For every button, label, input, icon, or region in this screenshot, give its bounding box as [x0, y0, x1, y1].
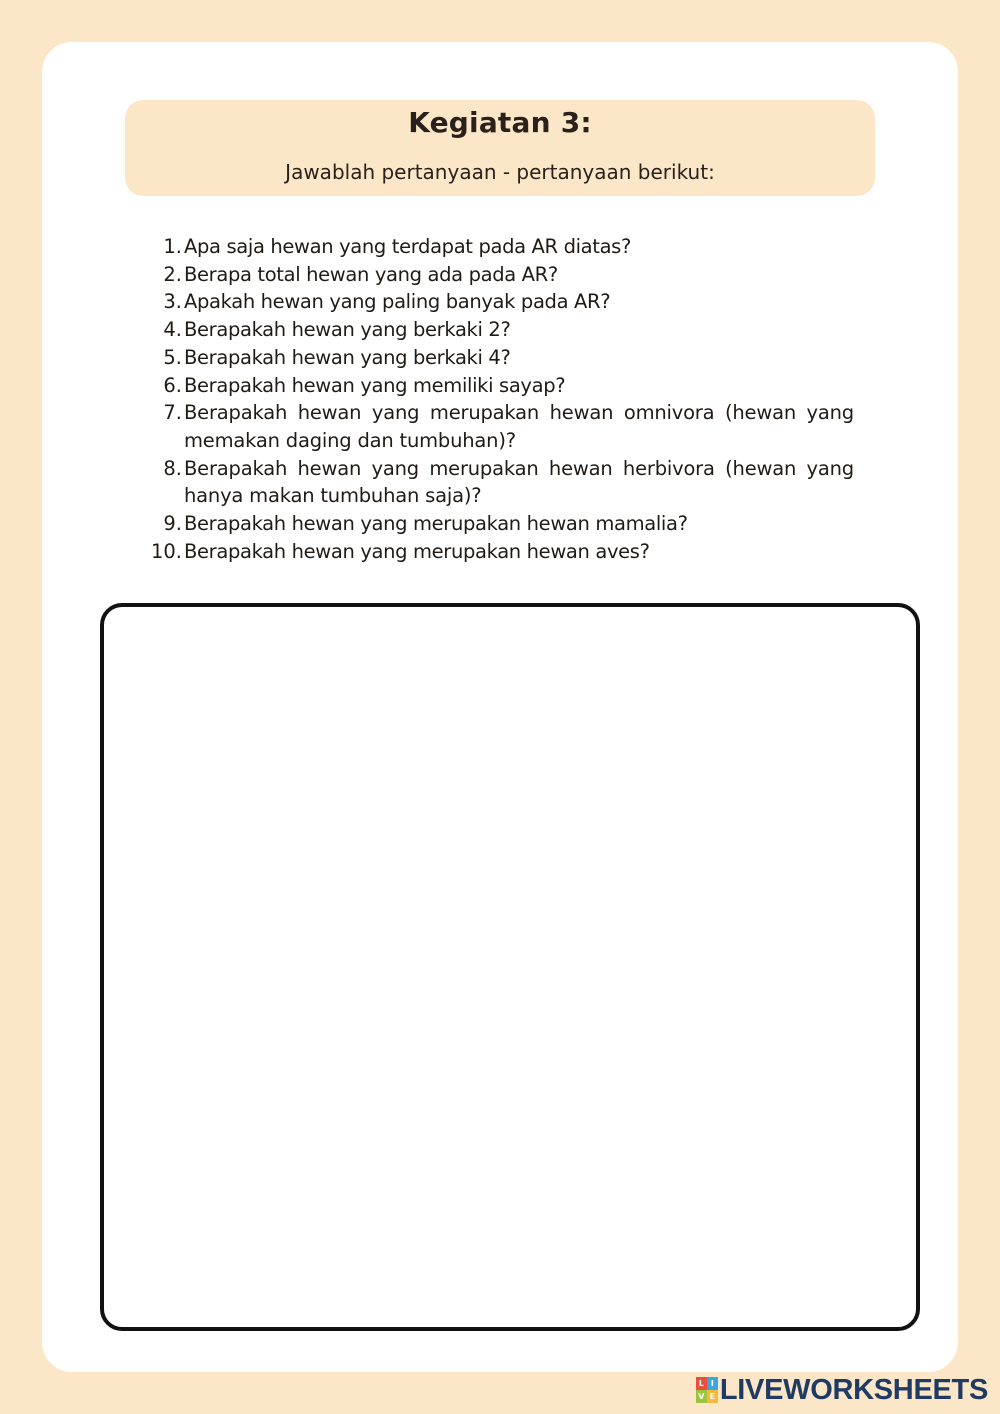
logo-letter-i: I	[707, 1377, 718, 1390]
logo-letter-l: L	[696, 1377, 707, 1390]
question-item-7	[163, 399, 854, 454]
question-number: 10.	[150, 539, 182, 563]
question-text: Berapakah hewan yang merupakan hewan omnivora (hewan yang memakan daging dan tumbuhan)?	[184, 401, 854, 452]
question-text: Berapakah hewan yang berkaki 2?	[184, 318, 511, 342]
question-number: 3.	[163, 290, 182, 314]
question-item-3	[163, 288, 854, 316]
question-text: Apa saja hewan yang terdapat pada AR diatas?	[184, 235, 631, 258]
question-number: 1.	[163, 235, 182, 258]
worksheet-page	[42, 42, 958, 1372]
activity-title: Kegiatan 3:	[408, 106, 592, 139]
question-item-1	[163, 233, 854, 261]
question-text: Berapakah hewan yang memiliki sayap?	[184, 373, 566, 397]
question-text: Berapakah hewan yang merupakan hewan aves?	[184, 539, 650, 563]
question-item-5	[163, 344, 854, 372]
question-text: Apakah hewan yang paling banyak pada AR?	[184, 290, 611, 314]
question-number: 2.	[163, 262, 182, 286]
logo-letter-v: V	[696, 1390, 707, 1403]
answer-area[interactable]	[100, 603, 920, 1331]
question-text: Berapakah hewan yang merupakan hewan herbivora (hewan yang hanya makan tumbuhan saja)?	[184, 456, 854, 508]
liveworksheets-brand	[696, 1372, 988, 1408]
question-item-4	[163, 316, 854, 344]
question-number: 9.	[163, 512, 182, 536]
question-text: Berapakah hewan yang berkaki 4?	[184, 345, 511, 369]
question-number: 4.	[163, 318, 182, 342]
question-number: 7.	[163, 401, 182, 425]
question-item-2	[163, 261, 854, 289]
question-text: Berapa total hewan yang ada pada AR?	[184, 262, 558, 286]
activity-header	[125, 100, 875, 196]
question-number: 5.	[163, 345, 182, 369]
question-item-8	[163, 455, 854, 510]
question-number: 8.	[163, 456, 182, 480]
brand-name: LIVEWORKSHEETS	[719, 1373, 988, 1406]
activity-instructions: Jawablah pertanyaan - pertanyaan berikut:	[285, 160, 715, 184]
question-text: Berapakah hewan yang merupakan hewan mamalia?	[184, 512, 688, 536]
logo-letter-e: E	[707, 1390, 718, 1403]
question-item-10	[150, 538, 854, 566]
question-list	[150, 233, 854, 565]
liveworksheets-logo-icon	[696, 1377, 718, 1403]
question-item-6	[163, 372, 854, 400]
question-item-9	[163, 510, 854, 538]
question-number: 6.	[163, 373, 182, 397]
